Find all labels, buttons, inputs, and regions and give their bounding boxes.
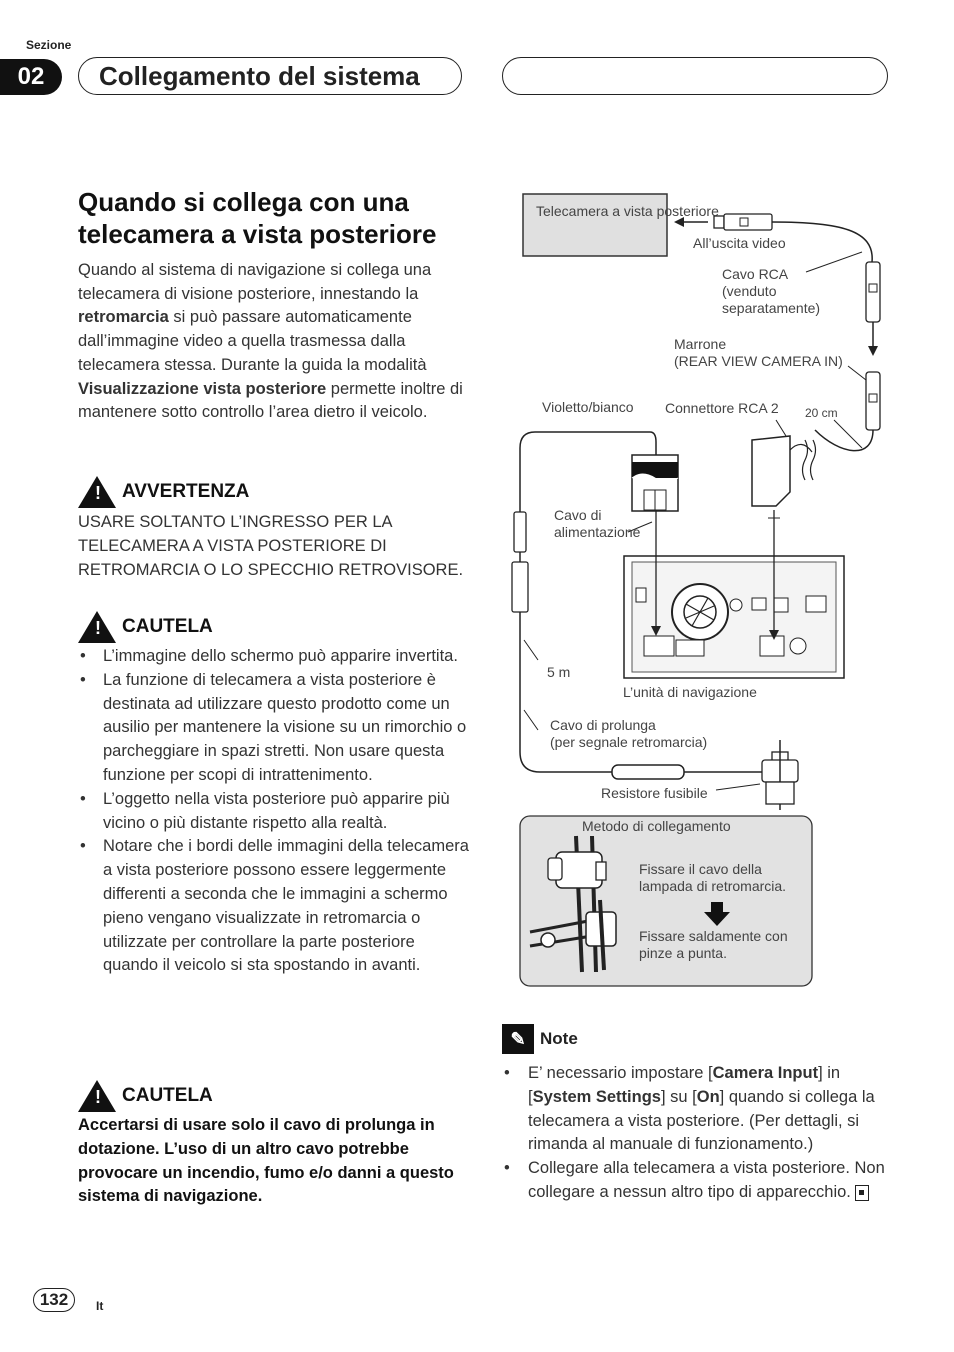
label-rca-cable-line3: separatamente) — [722, 300, 821, 316]
section-number: 02 — [0, 59, 62, 95]
page-number: 132 — [33, 1288, 75, 1312]
intro-bold-1: retromarcia — [78, 308, 169, 327]
arrow-down-icon — [868, 346, 878, 356]
label-nav-unit: L’unità di navigazione — [623, 684, 757, 700]
label-method-step2-line1: Fissare saldamente con — [639, 928, 788, 944]
label-rca-cable-line1: Cavo RCA — [722, 266, 789, 282]
label-power-cable — [554, 507, 640, 541]
label-method-step2 — [639, 928, 788, 962]
label-method-title: Metodo di collegamento — [582, 818, 731, 834]
label-rca-cable-line2: (venduto — [722, 283, 777, 299]
label-method-step1 — [639, 861, 786, 895]
section-title-text: Collegamento del sistema — [99, 60, 420, 91]
note-heading-text: Note — [540, 1029, 578, 1048]
intro-bold-2: Visualizzazione vista posteriore — [78, 379, 327, 398]
fuse-resistor-icon — [612, 765, 684, 779]
note1-text-4: ] quando si collega la telecamera a vista posteriore. (Per dettagli, si rimanda al manuale di funzionamento.) — [528, 1087, 875, 1154]
label-20cm: 20 cm — [805, 406, 838, 420]
note2-text: Collegare alla telecamera a vista posteriore. Non collegare a nessun altro tipo di apparecchio. — [528, 1159, 885, 1201]
rca-connector-2-icon — [752, 436, 790, 506]
intro-text-2: si può passare automaticamente dall’immagine video a quella trasmessa dalla telecamera stessa. Durante la guida la modalità — [78, 308, 427, 374]
label-power-cable-line1: Cavo di — [554, 507, 602, 523]
language-code: It — [96, 1299, 104, 1313]
pencil-icon: ✎ — [502, 1024, 534, 1054]
label-method-step1-line1: Fissare il cavo della — [639, 861, 762, 877]
list-item: • L’oggetto nella vista posteriore può apparire più vicino o più distante rispetto alla realtà. — [78, 788, 470, 836]
note-block — [502, 1024, 888, 1205]
label-brown-line1: Marrone — [674, 336, 727, 352]
label-method-step2-line2: pinze a punta. — [639, 945, 727, 961]
label-video-out: All’uscita video — [693, 235, 786, 251]
label-fuse: Resistore fusibile — [601, 785, 708, 801]
list-item: • L’immagine dello schermo può apparire invertita. — [78, 645, 470, 669]
caution-heading-text-1: CAUTELA — [122, 616, 213, 637]
caution-heading-text-2: CAUTELA — [122, 1085, 213, 1106]
label-brown-wire — [674, 336, 843, 370]
rca-jack-icon — [866, 372, 880, 430]
label-method-step1-line2: lampada di retromarcia. — [639, 878, 787, 894]
list-item — [502, 1062, 888, 1157]
label-extension-cable — [550, 717, 707, 751]
caution-text-2: Accertarsi di usare solo il cavo di prolunga in dotazione. L’uso di un altro cavo potrebbe provocare un incendio, fumo e/o danni a questo sistema di navigazione. — [78, 1116, 454, 1206]
note1-bold-3: On — [696, 1087, 720, 1106]
caution-triangle-icon: ! — [78, 1080, 116, 1112]
note-list — [502, 1062, 888, 1205]
intro-text-1: Quando al sistema di navigazione si collega una telecamera di visione posteriore, innestando la — [78, 261, 432, 303]
section-label: Sezione — [26, 38, 72, 52]
label-5m: 5 m — [547, 664, 571, 680]
note1-text-3: ] su [ — [660, 1087, 697, 1106]
label-ext-line2: (per segnale retromarcia) — [550, 734, 708, 750]
note-heading — [502, 1024, 888, 1054]
page-title: Quando si collega con una telecamera a vista posteriore — [78, 187, 437, 249]
list-item: • Notare che i bordi delle immagini della telecamera a vista posteriore possono essere leggermente differenti a seconda che le immagini a schermo pieno vengano visualizzate in retromarcia o utilizzate per controllare la parte posteriore quando il veicolo si sta spostando in avanti. — [78, 835, 470, 978]
label-violet-white: Violetto/bianco — [542, 399, 634, 415]
label-rca-cable — [722, 266, 820, 317]
warning-heading-text: AVVERTENZA — [122, 481, 250, 502]
end-mark-icon — [855, 1185, 869, 1201]
warning-text: USARE SOLTANTO L’INGRESSO PER LA TELECAMERA A VISTA POSTERIORE DI RETROMARCIA O LO SPECCHIO RETROVISORE. — [78, 513, 464, 579]
note1-bold-1: Camera Input — [712, 1064, 819, 1082]
label-brown-line2: (REAR VIEW CAMERA IN) — [674, 353, 843, 369]
list-item: • La funzione di telecamera a vista posteriore è destinata ad utilizzare questo prodotto come un ausilio per mantenere la visione su un rimorchio o parcheggiare in spazi stretti. Non usare questa funzione per scopi di intrattenimento. — [78, 669, 470, 788]
note1-text-2: ] in [ — [528, 1064, 841, 1106]
intro-text-3: permette inoltre di mantenere sotto controllo l’area dietro il veicolo. — [78, 379, 463, 422]
camera-box-label: Telecamera a vista posteriore — [536, 203, 719, 219]
warning-triangle-icon: ! — [78, 476, 116, 508]
label-rca-connector: Connettore RCA 2 — [665, 400, 779, 416]
note1-bold-2: System Settings — [532, 1087, 661, 1106]
note1-text-1: E’ necessario impostare [ — [528, 1064, 713, 1082]
list-item — [502, 1157, 888, 1205]
label-ext-line1: Cavo di prolunga — [550, 717, 656, 733]
caution-triangle-icon: ! — [78, 611, 116, 643]
label-power-cable-line2: alimentazione — [554, 524, 641, 540]
